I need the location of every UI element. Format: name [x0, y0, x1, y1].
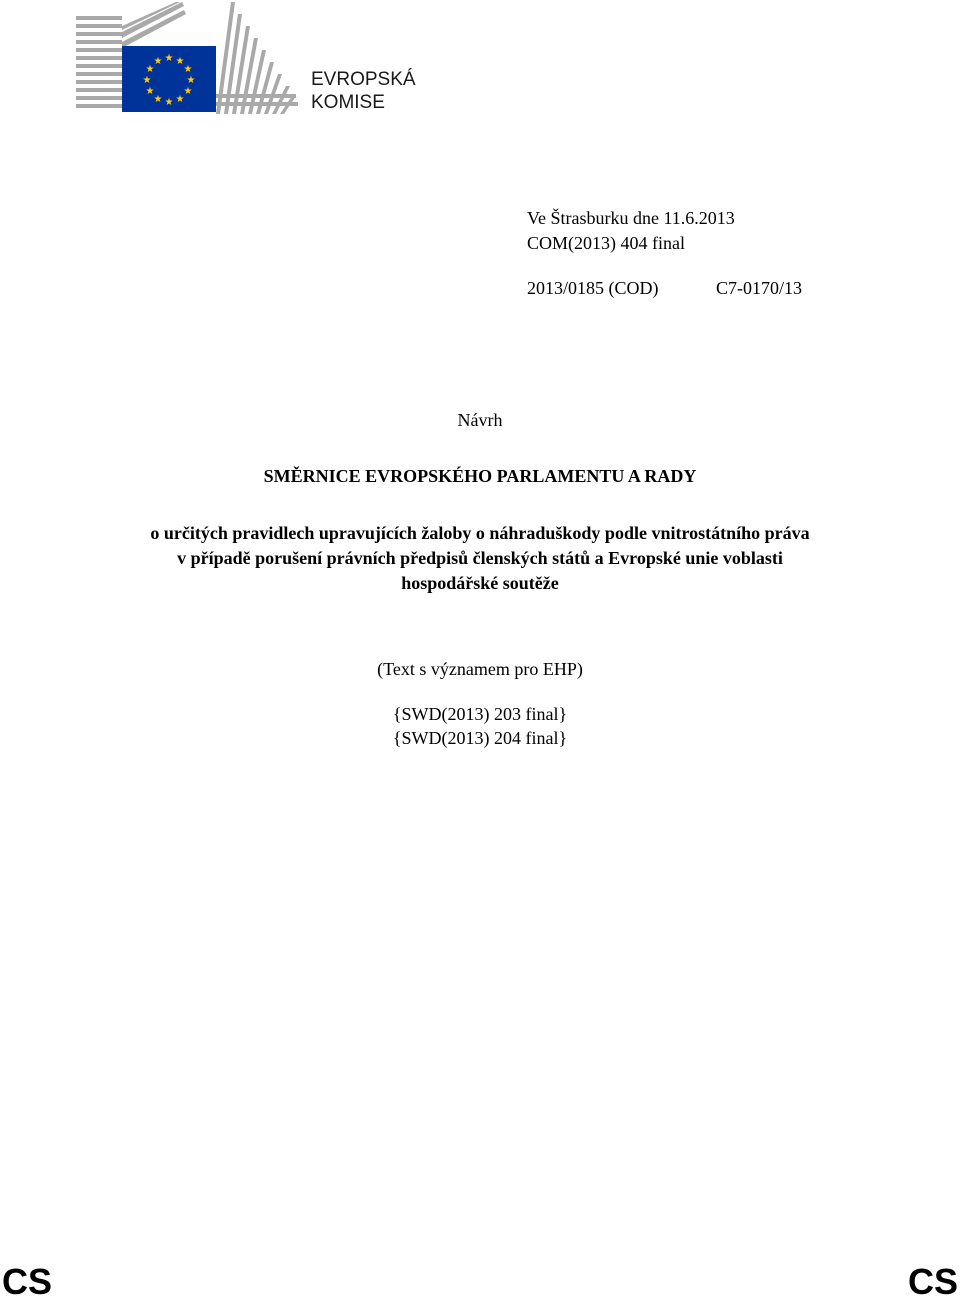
subject-line: o určitých pravidlech upravujících žaloby o náhraduškody podle vnitrostátního práva [150, 523, 810, 543]
swd-references [0, 702, 960, 750]
subject-line: v případě porušení právních předpisů členských států a Evropské unie voblasti [177, 548, 783, 568]
svg-text:★: ★ [183, 64, 193, 75]
eea-relevance-note: (Text s významem pro EHP) [377, 659, 583, 679]
language-code-right: CS [907, 1261, 958, 1302]
svg-text:★: ★ [175, 56, 185, 67]
swd-reference: {SWD(2013) 204 final} [392, 728, 568, 748]
european-commission-logo [76, 2, 298, 114]
svg-text:★: ★ [153, 56, 163, 67]
organization-name [311, 68, 416, 114]
place-date: Ve Štrasburku dne 11.6.2013 [527, 208, 735, 228]
org-name-line2: KOMISE [311, 92, 385, 113]
svg-text:★: ★ [186, 75, 196, 86]
svg-text:★: ★ [164, 97, 174, 108]
svg-text:★: ★ [164, 53, 174, 64]
svg-text:★: ★ [175, 94, 185, 105]
svg-text:★: ★ [145, 86, 155, 97]
org-name-line1: EVROPSKÁ [311, 69, 416, 90]
procedure-codes [527, 276, 803, 300]
european-commission-berlaymont-logo-icon [76, 2, 298, 114]
svg-text:★: ★ [153, 94, 163, 105]
document-title: SMĚRNICE EVROPSKÉHO PARLAMENTU A RADY [263, 466, 697, 486]
council-reference: C7-0170/13 [716, 278, 803, 298]
svg-text:★: ★ [142, 75, 152, 86]
document-subject [0, 521, 960, 596]
building-stripes-right [216, 2, 298, 114]
language-code-left: CS [2, 1261, 53, 1302]
swd-reference: {SWD(2013) 203 final} [392, 704, 568, 724]
subject-line: hospodářské soutěže [401, 573, 559, 593]
com-reference: COM(2013) 404 final [527, 233, 685, 253]
document-type: Návrh [457, 410, 503, 430]
svg-text:★: ★ [145, 64, 155, 75]
svg-text:★: ★ [183, 86, 193, 97]
procedure-number: 2013/0185 (COD) [527, 278, 659, 298]
